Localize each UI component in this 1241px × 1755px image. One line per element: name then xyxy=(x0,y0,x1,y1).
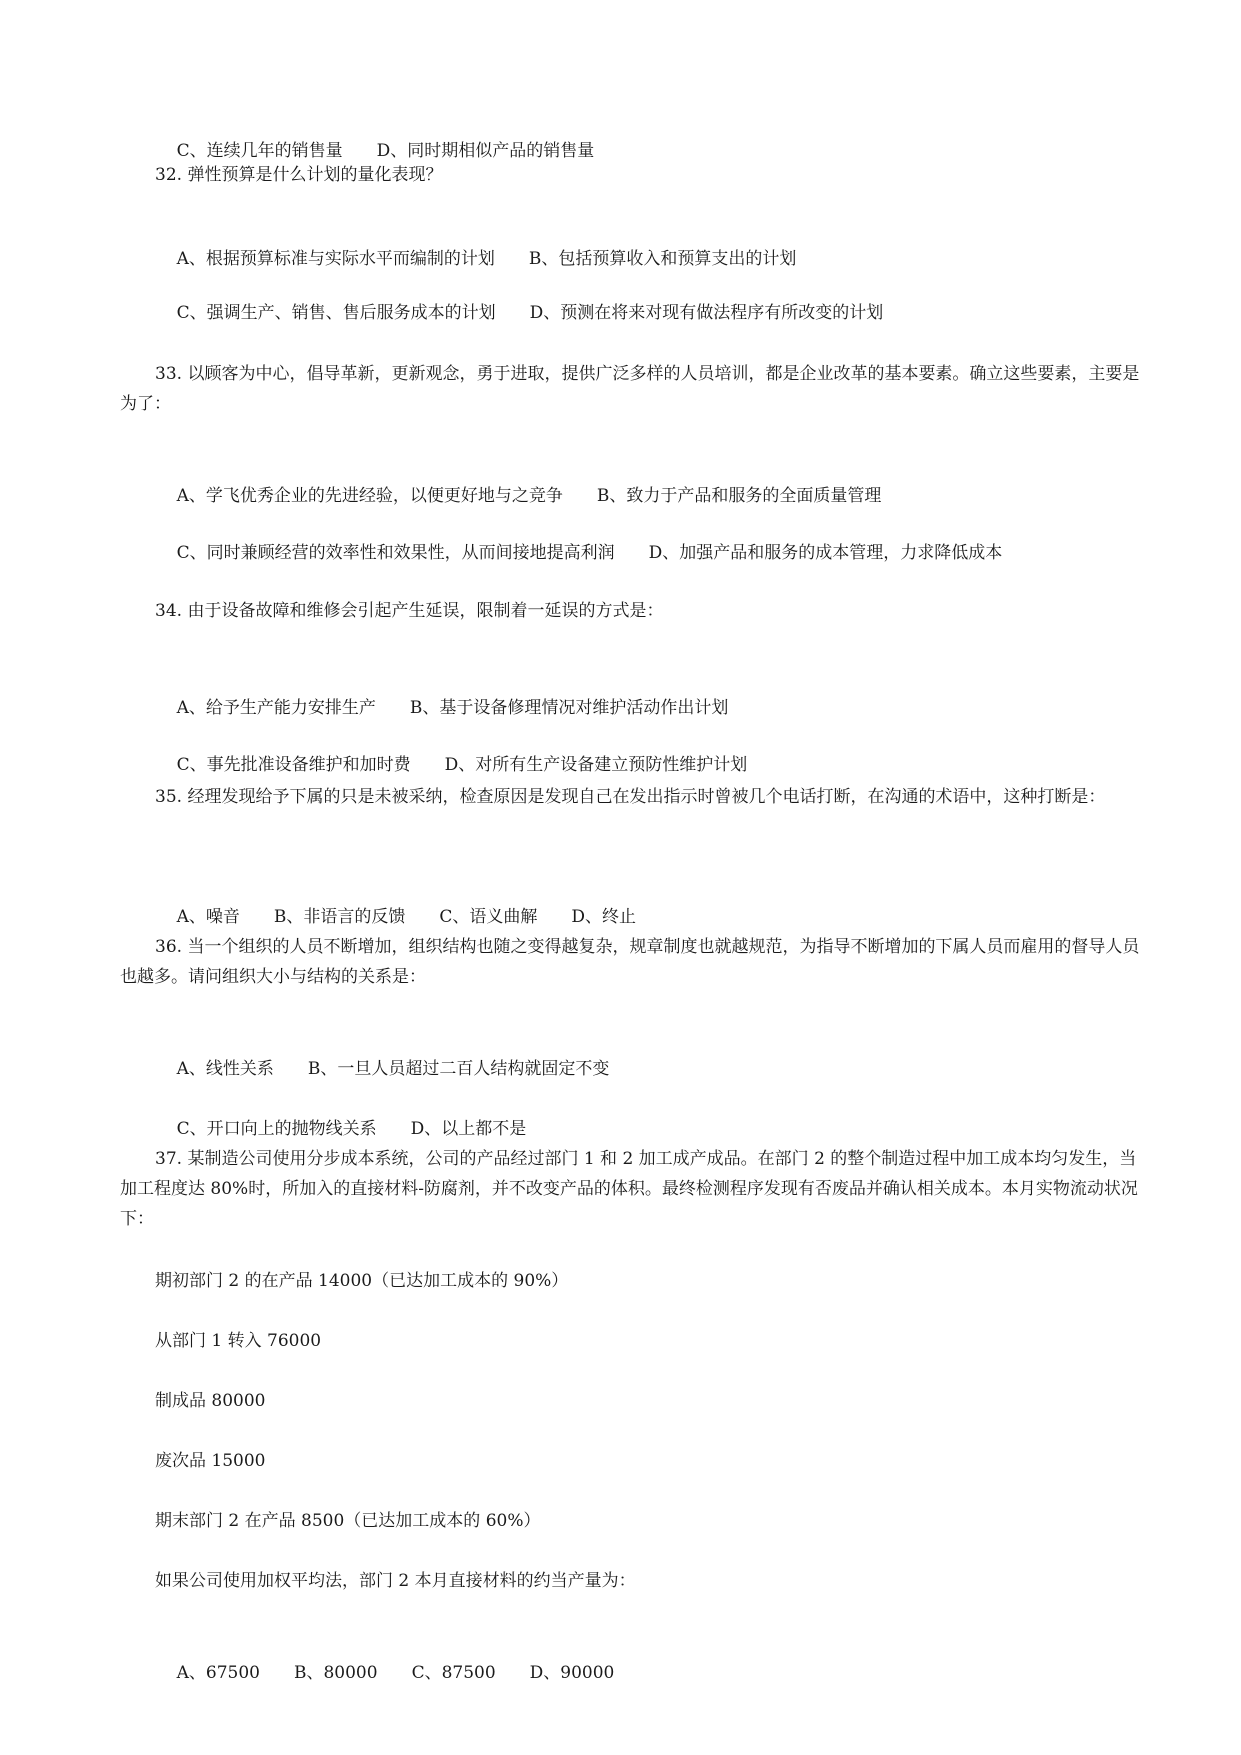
q35-stem: 35. 经理发现给予下属的只是未被采纳，检查原因是发现自己在发出指示时曾被几个电话打断，在沟通的术语中，这种打断是： xyxy=(155,787,1106,807)
q37-stem: 37. 某制造公司使用分步成本系统，公司的产品经过部门 1 和 2 加工成产成品。在部门 2 的整个制造过程中加工成本均匀发生，当加工程度达 80%时，所加入的直接材料-防腐剂，并不改变产品的体积。最终检测程序发现有否废品并确认相关成本。本月实物流动状况下： xyxy=(120,1149,1138,1229)
q37-option-b: B、80000 xyxy=(293,1663,378,1683)
q37-data-line: 期末部门 2 在产品 8500（已达加工成本的 60%） xyxy=(155,1511,541,1531)
q37-data-line: 制成品 80000 xyxy=(155,1391,266,1411)
q32-option-b: B、包括预算收入和预算支出的计划 xyxy=(528,249,797,269)
q33-option-d: D、加强产品和服务的成本管理，力求降低成本 xyxy=(648,543,1003,563)
q36-option-d: D、以上都不是 xyxy=(410,1119,527,1139)
q35-option-c: C、语义曲解 xyxy=(439,907,538,927)
q36-option-c: C、开口向上的抛物线关系 xyxy=(176,1119,377,1139)
q34-option-b: B、基于设备修理情况对维护活动作出计划 xyxy=(409,698,729,718)
q33-options-row2 xyxy=(155,508,1002,598)
q32-option-a: A、根据预算标准与实际水平而编制的计划 xyxy=(176,249,495,269)
q37-option-c: C、87500 xyxy=(411,1663,496,1683)
q32-options-row2 xyxy=(155,268,883,358)
q31-option-d: D、同时期相似产品的销售量 xyxy=(376,141,595,161)
q31-option-c: C、连续几年的销售量 xyxy=(176,141,343,161)
q34-stem: 34. 由于设备故障和维修会引起产生延误，限制着一延误的方式是： xyxy=(155,601,664,621)
q33-option-b: B、致力于产品和服务的全面质量管理 xyxy=(596,486,882,506)
q37-question: 如果公司使用加权平均法，部门 2 本月直接材料的约当产量为： xyxy=(155,1571,636,1591)
q34-option-d: D、对所有生产设备建立预防性维护计划 xyxy=(444,755,748,775)
q37-data-line: 期初部门 2 的在产品 14000（已达加工成本的 90%） xyxy=(155,1271,569,1291)
q35-option-d: D、终止 xyxy=(571,907,637,927)
q34-option-a: A、给予生产能力安排生产 xyxy=(176,698,376,718)
q35-option-a: A、噪音 xyxy=(176,907,240,927)
q32-option-c: C、强调生产、销售、售后服务成本的计划 xyxy=(176,303,496,323)
q36-option-a: A、线性关系 xyxy=(176,1059,274,1079)
q37-option-a: A、67500 xyxy=(176,1663,260,1683)
q32-stem: 32. 弹性预算是什么计划的量化表现？ xyxy=(155,165,443,185)
q34-option-c: C、事先批准设备维护和加时费 xyxy=(176,755,411,775)
q36-stem: 36. 当一个组织的人员不断增加，组织结构也随之变得越复杂，规章制度也就越规范，为指导不断增加的下属人员而雇用的督导人员也越多。请问组织大小与结构的关系是： xyxy=(120,937,1140,987)
q37-option-d: D、90000 xyxy=(529,1663,615,1683)
q36-option-b: B、一旦人员超过二百人结构就固定不变 xyxy=(307,1059,610,1079)
q37-options-row1 xyxy=(155,1628,614,1718)
q33-option-a: A、学飞优秀企业的先进经验，以便更好地与之竞争 xyxy=(176,486,563,506)
q37-data-line: 从部门 1 转入 76000 xyxy=(155,1331,322,1351)
q33-option-c: C、同时兼顾经营的效率性和效果性，从而间接地提高利润 xyxy=(176,543,615,563)
q33-stem: 33. 以顾客为中心，倡导革新，更新观念，勇于进取，提供广泛多样的人员培训，都是企业改革的基本要素。确立这些要素，主要是为了： xyxy=(120,364,1140,414)
q35-option-b: B、非语言的反馈 xyxy=(273,907,406,927)
q37-data-line: 废次品 15000 xyxy=(155,1451,266,1471)
q32-option-d: D、预测在将来对现有做法程序有所改变的计划 xyxy=(529,303,884,323)
